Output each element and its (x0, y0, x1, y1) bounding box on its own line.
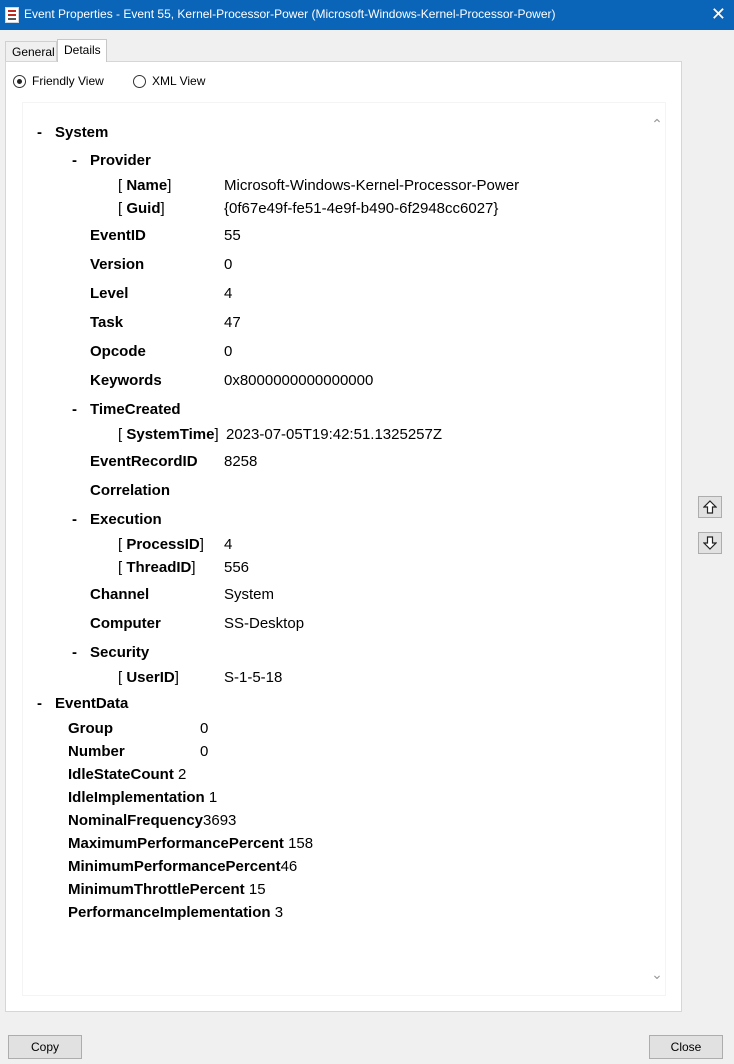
provider-node-label: Provider (90, 152, 151, 169)
processid-value: 4 (224, 536, 233, 553)
eventdata-item: IdleImplementation 1 (68, 789, 218, 806)
tab-details[interactable]: Details (57, 39, 107, 62)
userid-value: S-1-5-18 (224, 669, 283, 686)
window-title: Event Properties - Event 55, Kernel-Processor-Power (Microsoft-Windows-Kernel-Processor-Power) (24, 7, 556, 21)
field-key: EventID (90, 227, 146, 244)
xml-view-radio[interactable] (133, 74, 205, 88)
provider-name-key: [ Name] (118, 177, 172, 194)
close-icon[interactable]: ✕ (710, 4, 726, 24)
field-key: Level (90, 285, 129, 302)
event-viewer-icon (5, 7, 19, 23)
eventdata-item-value: 0 (200, 720, 209, 737)
threadid-key: [ ThreadID] (118, 559, 196, 576)
next-event-button[interactable] (698, 532, 722, 554)
title-bar (0, 0, 734, 30)
timecreated-collapse-toggle[interactable]: - (72, 401, 77, 418)
radio-checked-icon (13, 75, 26, 88)
arrow-up-icon (703, 500, 717, 514)
system-collapse-toggle[interactable]: - (37, 124, 42, 141)
previous-event-button[interactable] (698, 496, 722, 518)
eventdata-item-value: 0 (200, 743, 209, 760)
field-value: 4 (224, 285, 233, 302)
threadid-value: 556 (224, 559, 250, 576)
execution-node-label: Execution (90, 511, 162, 528)
details-panel (5, 61, 682, 1012)
scroll-up-icon[interactable]: ⌃ (651, 116, 663, 132)
copy-button[interactable]: Copy (8, 1035, 82, 1059)
execution-collapse-toggle[interactable]: - (72, 511, 77, 528)
field-value: 47 (224, 314, 241, 331)
correlation-key: Correlation (90, 482, 171, 499)
systemtime-key: [ SystemTime] (118, 426, 219, 443)
field-value: 0 (224, 256, 233, 273)
provider-guid-key: [ Guid] (118, 200, 165, 217)
eventdata-item: Number (68, 743, 125, 760)
field-key: Task (90, 314, 124, 331)
systemtime-value: 2023-07-05T19:42:51.1325257Z (226, 426, 443, 443)
eventdata-item: IdleStateCount 2 (68, 766, 187, 783)
field-value: 0 (224, 343, 233, 360)
eventrecordid-key: EventRecordID (90, 453, 198, 470)
computer-value: SS-Desktop (224, 615, 305, 632)
eventdata-item: MaximumPerformancePercent 158 (68, 835, 314, 852)
field-key: Opcode (90, 343, 146, 360)
field-key: Keywords (90, 372, 162, 389)
processid-key: [ ProcessID] (118, 536, 204, 553)
eventdata-node-label: EventData (55, 695, 129, 712)
eventdata-item: MinimumThrottlePercent 15 (68, 881, 266, 898)
field-value: 55 (224, 227, 241, 244)
userid-key: [ UserID] (118, 669, 179, 686)
tab-general[interactable]: General (5, 41, 57, 61)
security-collapse-toggle[interactable]: - (72, 644, 77, 661)
timecreated-node-label: TimeCreated (90, 401, 181, 418)
system-node-label: System (55, 124, 109, 141)
event-details-viewer[interactable] (22, 102, 666, 996)
event-tree (22, 102, 666, 996)
field-value: 0x8000000000000000 (224, 372, 374, 389)
eventrecordid-value: 8258 (224, 453, 258, 470)
friendly-view-label: Friendly View (32, 74, 104, 88)
eventdata-item: MinimumPerformancePercent46 (68, 858, 298, 875)
arrow-down-icon (703, 536, 717, 550)
channel-value: System (224, 586, 275, 603)
eventdata-item: Group (68, 720, 113, 737)
field-key: Version (90, 256, 145, 273)
provider-name-value: Microsoft-Windows-Kernel-Processor-Power (224, 177, 520, 194)
eventdata-collapse-toggle[interactable]: - (37, 695, 42, 712)
xml-view-label: XML View (152, 74, 206, 88)
eventdata-item: PerformanceImplementation 3 (68, 904, 284, 921)
scroll-down-icon[interactable]: ⌄ (651, 966, 663, 982)
security-node-label: Security (90, 644, 150, 661)
computer-key: Computer (90, 615, 161, 632)
radio-unchecked-icon (133, 75, 146, 88)
close-button[interactable]: Close (649, 1035, 723, 1059)
eventdata-item: NominalFrequency3693 (68, 812, 237, 829)
friendly-view-radio[interactable] (13, 74, 104, 88)
provider-guid-value: {0f67e49f-fe51-4e9f-b490-6f2948cc6027} (224, 200, 499, 217)
provider-collapse-toggle[interactable]: - (72, 152, 77, 169)
channel-key: Channel (90, 586, 150, 603)
